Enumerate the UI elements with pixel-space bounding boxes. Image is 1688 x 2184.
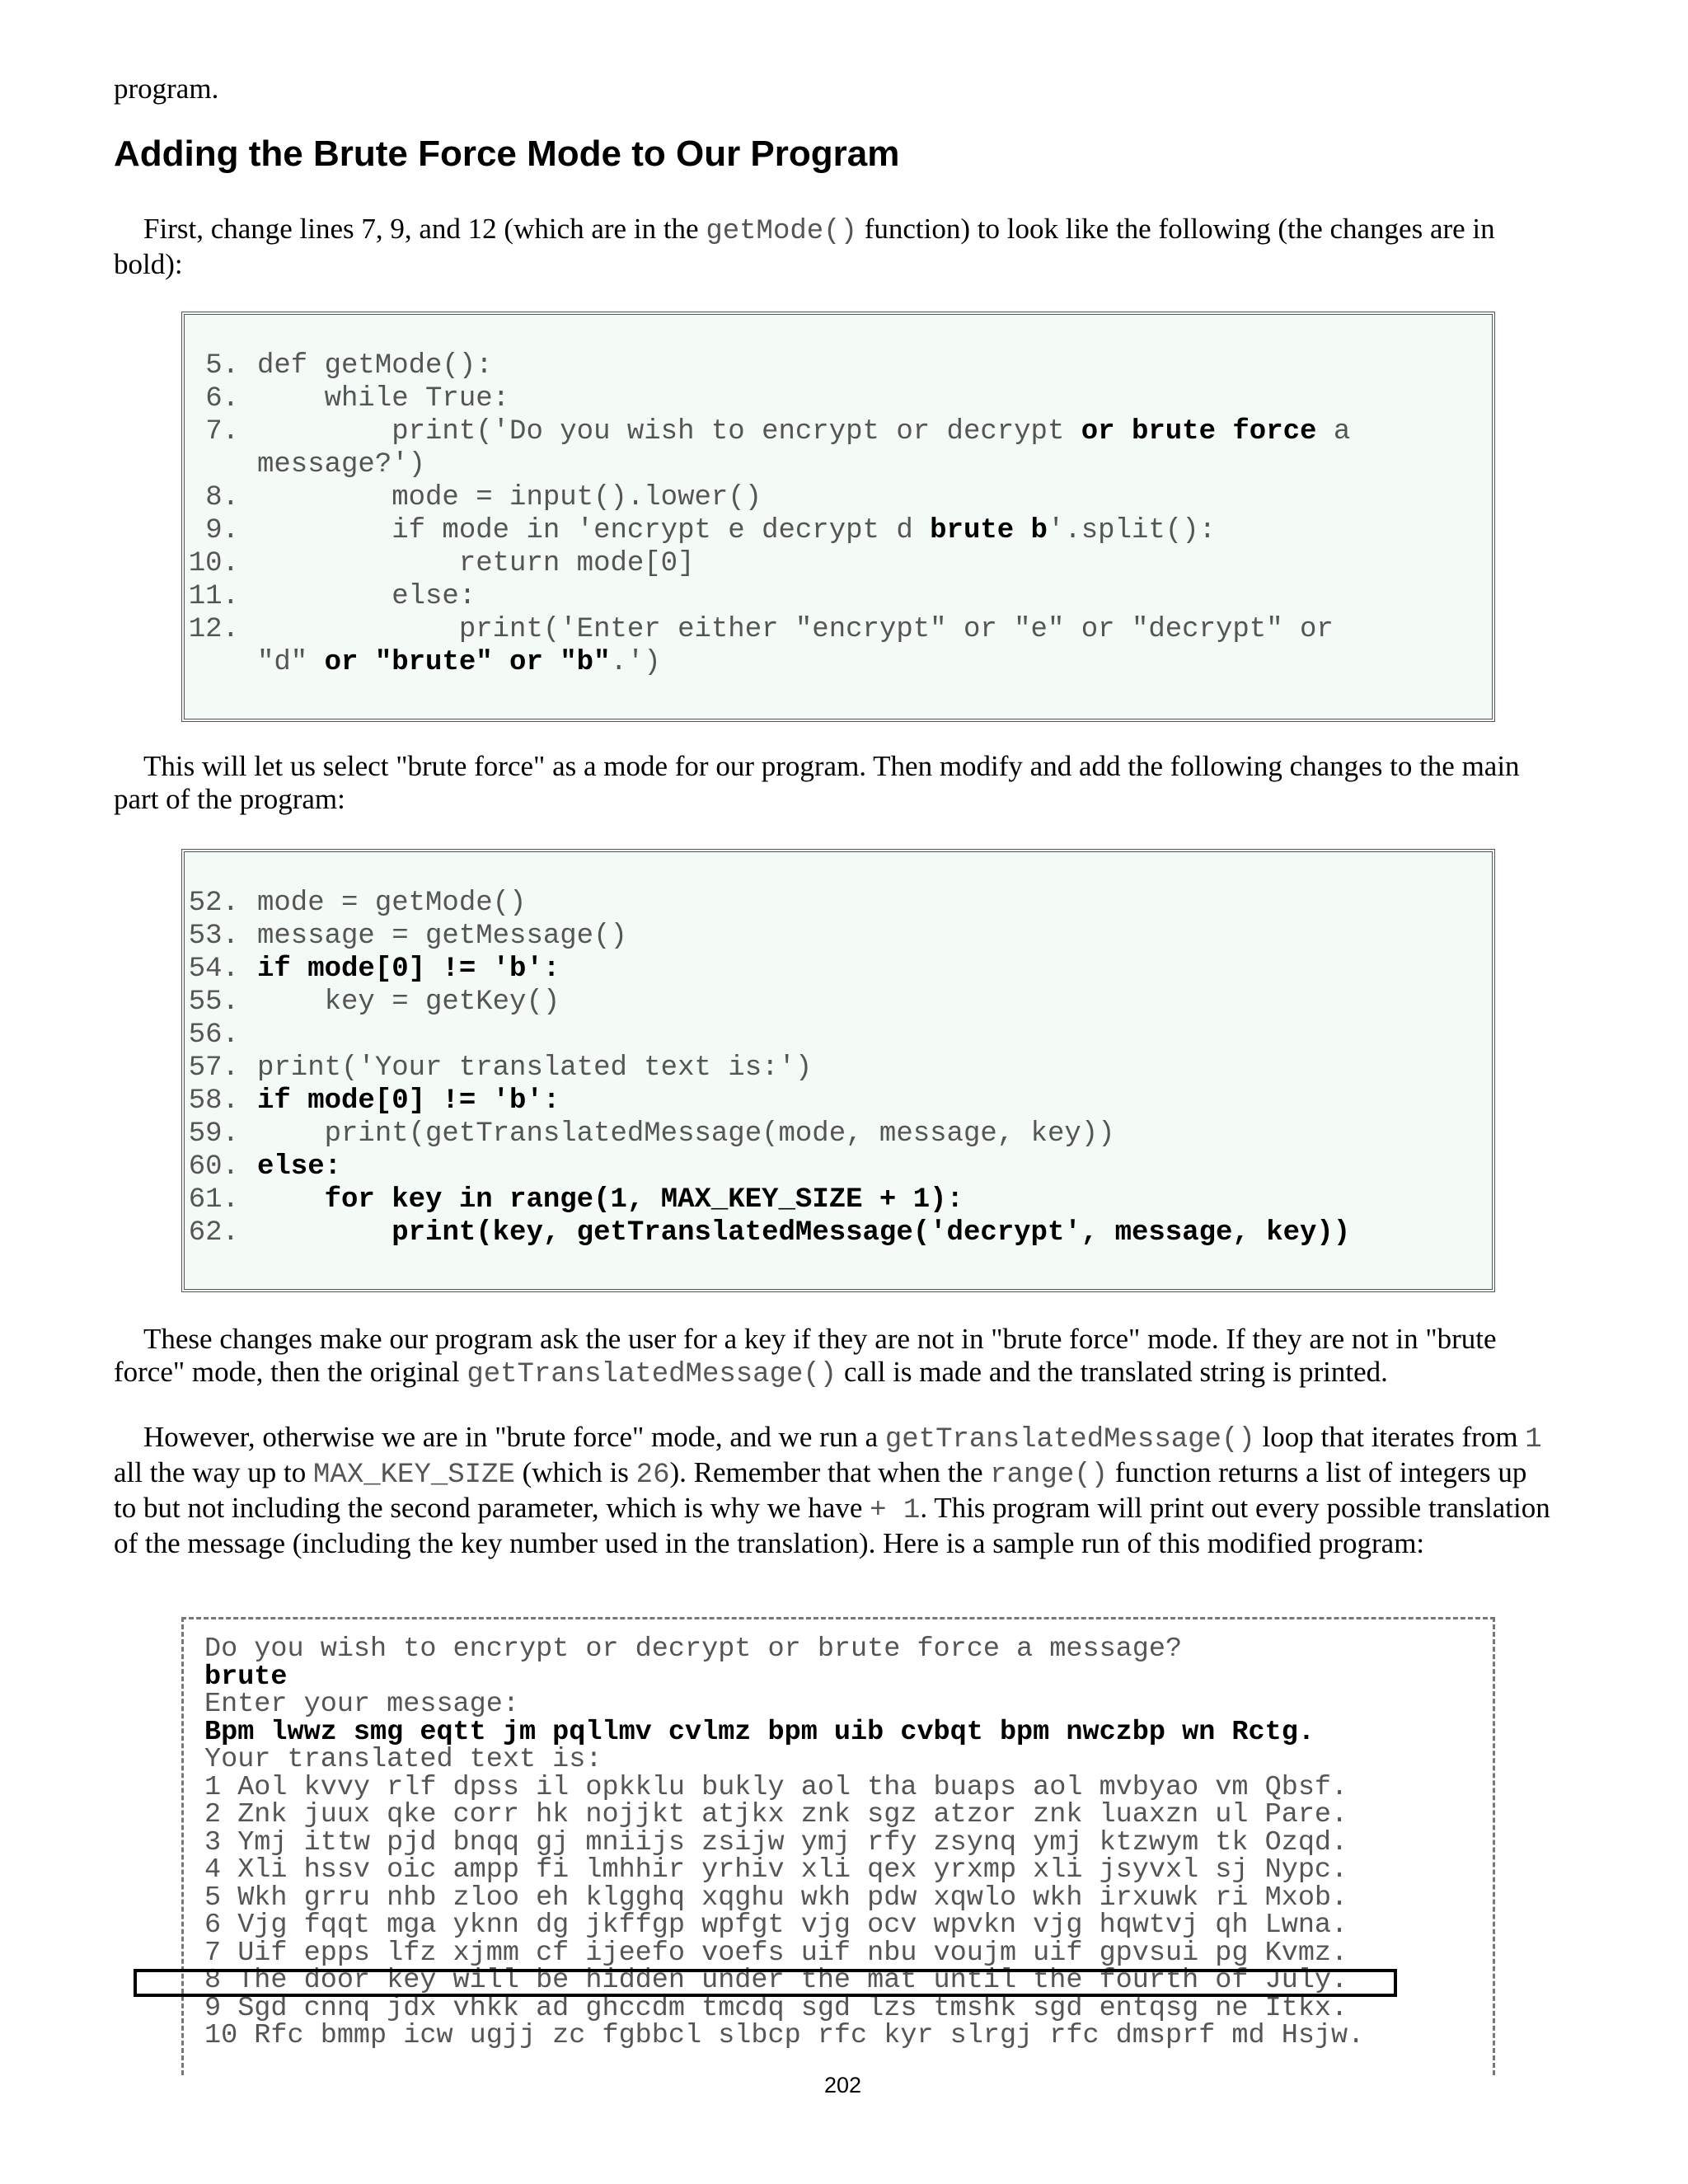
- code-text: if mode in 'encrypt e decrypt d: [257, 515, 931, 546]
- brute-force-paragraph: This will let us select "brute force" as a mode for our program. Then modify and add the following changes to the main part of the program:: [114, 750, 1520, 815]
- sample-run-line: 7 Uif epps lfz xjmm cf ijeefo voefs uif nbu voujm uif gpvsui pg Kvmz.: [204, 1937, 1348, 1969]
- highlighted-output-line: [134, 1965, 1397, 1997]
- code-text: mode = input().lower(): [257, 482, 762, 513]
- line-number: 6.: [205, 383, 239, 415]
- section-heading: Adding the Brute Force Mode to Our Program: [114, 134, 900, 174]
- code-text-bold: if mode[0] != 'b':: [257, 954, 560, 985]
- line-number: 60.: [188, 1151, 239, 1183]
- sample-run-line: 4 Xli hssv oic ampp fi lmhhir yrhiv xli qex yrxmp xli jsyvxl sj Nypc.: [204, 1854, 1348, 1886]
- text-run: ). Remember that when the: [669, 1456, 991, 1488]
- sample-run-line: 5 Wkh grru nhb zloo eh klgghq xqghu wkh pdw xqwlo wkh irxuwk ri Mxob.: [204, 1882, 1348, 1914]
- code-line: [188, 1019, 1474, 1052]
- code-text: .'): [610, 647, 661, 678]
- code-text: while True:: [257, 383, 510, 415]
- sample-run-line: 2 Znk juux qke corr hk nojjkt atjkx znk sgz atzor znk luaxzn ul Pare.: [204, 1799, 1348, 1830]
- line-number: 11.: [188, 581, 239, 612]
- changes-paragraph: [114, 1323, 1552, 1391]
- line-number: 62.: [188, 1217, 239, 1249]
- code-text: print('Your translated text is:'): [257, 1052, 813, 1084]
- intro-paragraph: [114, 213, 1552, 281]
- sample-run-line: Do you wish to encrypt or decrypt or brute force a message?: [204, 1633, 1183, 1665]
- sample-run-line: 1 Aol kvvy rlf dpss il opkklu bukly aol tha buaps aol mvbyao vm Qbsf.: [204, 1771, 1348, 1803]
- text-run: However, otherwise we are in "brute force" mode, and we run a: [143, 1421, 885, 1453]
- inline-code: getMode(): [706, 216, 857, 247]
- code-line: [188, 1183, 1474, 1216]
- sample-run-line: 6 Vjg fqqt mga yknn dg jkffgp wpfgt vjg ocv wpvkn vjg hqwtvj qh Lwna.: [204, 1910, 1348, 1941]
- text-run: loop that iterates from: [1254, 1421, 1526, 1453]
- sample-run-line: 9 Sgd cnnq jdx vhkk ad ghccdm tmcdq sgd lzs tmshk sgd entqsg ne Itkx.: [204, 1992, 1348, 2024]
- continuation-text: program.: [114, 73, 219, 105]
- code-line: [188, 481, 1474, 514]
- sample-run-line: 3 Ymj ittw pjd bnqq gj mniijs zsijw ymj rfy zsynq ymj ktzwym tk Ozqd.: [204, 1826, 1348, 1858]
- code-line: [188, 953, 1474, 986]
- code-text: else:: [257, 581, 476, 612]
- sample-run-line: Enter your message:: [204, 1689, 519, 1720]
- line-number: 58.: [188, 1085, 239, 1117]
- text-run: function returns a list of integers up to but not including the second parameter, which is why we have: [114, 1456, 1527, 1524]
- code-text: key = getKey(): [257, 987, 560, 1018]
- sample-run-line: 8 The door key will be hidden under the mat until the fourth of July.: [204, 1965, 1348, 1996]
- code-text: print('Enter either "encrypt" or "e" or "decrypt" or: [257, 614, 1334, 645]
- inline-code: 1: [1525, 1424, 1542, 1455]
- brute-force-explanation-paragraph: [114, 1421, 1552, 1560]
- line-number: 53.: [188, 921, 239, 952]
- code-text: message?'): [257, 449, 426, 480]
- line-number: 7.: [205, 416, 239, 448]
- inline-code: MAX_KEY_SIZE: [313, 1460, 515, 1491]
- code-text: def getMode():: [257, 350, 493, 382]
- sample-run-line: brute: [204, 1661, 288, 1693]
- line-number: 52.: [188, 888, 239, 919]
- code-line: [188, 1151, 1474, 1183]
- inline-code: range(): [990, 1460, 1109, 1491]
- code-line: [188, 514, 1474, 547]
- code-text-bold: brute b: [930, 515, 1048, 546]
- text-run: . This program will print out every possible translation of the message (including the key number used in the translation). Here is a sample run of this modified program:: [114, 1492, 1550, 1559]
- code-line: [188, 547, 1474, 580]
- inline-code: getTranslatedMessage(): [467, 1359, 837, 1390]
- inline-code: getTranslatedMessage(): [884, 1424, 1255, 1455]
- line-number: 5.: [205, 350, 239, 382]
- code-line: [188, 415, 1474, 448]
- text-run: function) to look like the following (the changes are in bold):: [114, 213, 1495, 280]
- text-run: all the way up to: [114, 1456, 314, 1488]
- line-number: 12.: [188, 614, 239, 645]
- code-text: [257, 1184, 325, 1216]
- code-line: [188, 349, 1474, 382]
- text-run: First, change lines 7, 9, and 12 (which are in the: [143, 213, 706, 245]
- code-text: print('Do you wish to encrypt or decrypt: [257, 416, 1081, 448]
- code-line: [188, 646, 1474, 679]
- code-line: [188, 1118, 1474, 1151]
- code-line: [188, 986, 1474, 1019]
- code-text-bold: else:: [257, 1151, 342, 1183]
- line-number: 9.: [205, 515, 239, 546]
- code-text: '.split():: [1047, 515, 1217, 546]
- sample-run-line: 10 Rfc bmmp icw ugjj zc fgbbcl slbcp rfc kyr slrgj rfc dmsprf md Hsjw.: [204, 2020, 1365, 2051]
- line-number: 54.: [188, 954, 239, 985]
- code-line: [188, 920, 1474, 953]
- line-number: 59.: [188, 1118, 239, 1150]
- code-text: mode = getMode(): [257, 888, 527, 919]
- code-line: [188, 448, 1474, 481]
- page-number: 202: [824, 2073, 862, 2097]
- text-run: (which is: [514, 1456, 636, 1488]
- code-text-bold: or "brute" or "b": [324, 647, 611, 678]
- line-number: 57.: [188, 1052, 239, 1084]
- code-text-bold: for key in range(1, MAX_KEY_SIZE + 1):: [324, 1184, 964, 1216]
- code-text: return mode[0]: [257, 548, 695, 579]
- text-run: call is made and the translated string is printed.: [837, 1356, 1388, 1388]
- inline-code: + 1: [870, 1495, 921, 1526]
- text-run: These changes make our program ask the user for a key if they are not in "brute force" mode. If they are not in "brute force" mode, then the original: [114, 1323, 1497, 1388]
- code-text: message = getMessage(): [257, 921, 627, 952]
- line-number: 61.: [188, 1184, 239, 1216]
- code-text: [257, 1217, 392, 1249]
- code-text-bold: print(key, getTranslatedMessage('decrypt', message, key)): [392, 1217, 1351, 1249]
- code-text: print(getTranslatedMessage(mode, message, key)): [257, 1118, 1115, 1150]
- code-line: [188, 580, 1474, 613]
- line-number: 10.: [188, 548, 239, 579]
- code-line: [188, 382, 1474, 415]
- line-number: 8.: [205, 482, 239, 513]
- code-line: [188, 1216, 1474, 1249]
- line-number: 55.: [188, 987, 239, 1018]
- code-line: [188, 1052, 1474, 1085]
- line-number: 56.: [188, 1019, 239, 1051]
- code-text-bold: if mode[0] != 'b':: [257, 1085, 560, 1117]
- code-text: a: [1316, 416, 1351, 448]
- sample-run-line: Bpm lwwz smg eqtt jm pqllmv cvlmz bpm uib cvbqt bpm nwczbp wn Rctg.: [204, 1716, 1315, 1748]
- code-line: [188, 887, 1474, 920]
- sample-run-line: Your translated text is:: [204, 1744, 603, 1775]
- code-line: [188, 1085, 1474, 1118]
- code-text-bold: or brute force: [1081, 416, 1317, 448]
- code-text: "d": [257, 647, 325, 678]
- inline-code: 26: [635, 1460, 670, 1491]
- code-line: [188, 613, 1474, 646]
